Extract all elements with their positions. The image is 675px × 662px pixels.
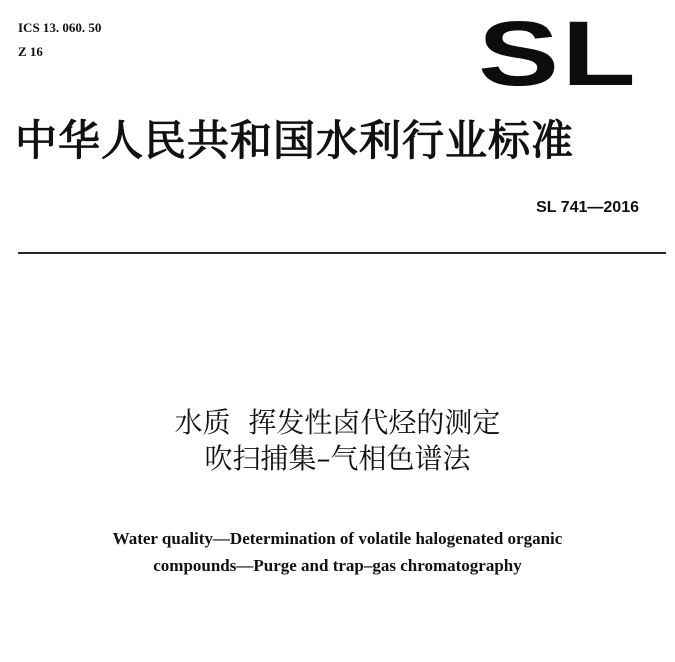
english-title-line2: compounds—Purge and trap–gas chromatography (153, 556, 522, 575)
header-divider (18, 252, 666, 254)
chinese-title-line1: 水质 挥发性卤代烃的测定 (174, 406, 501, 439)
org-title: 中华人民共和国水利行业标准 (15, 116, 575, 165)
ics-code: ICS 13. 060. 50 (18, 20, 102, 35)
chinese-title (0, 405, 675, 477)
standard-number: SL 741—2016 (536, 199, 639, 216)
ics-block (18, 16, 101, 64)
english-title-line1: Water quality—Determination of volatile halogenated organic (112, 529, 563, 548)
english-title (0, 525, 675, 579)
classification-code: Z 16 (18, 44, 43, 59)
chinese-title-line2: 吹扫捕集–气相色谱法 (204, 442, 471, 475)
sl-logo: SL (478, 3, 639, 105)
